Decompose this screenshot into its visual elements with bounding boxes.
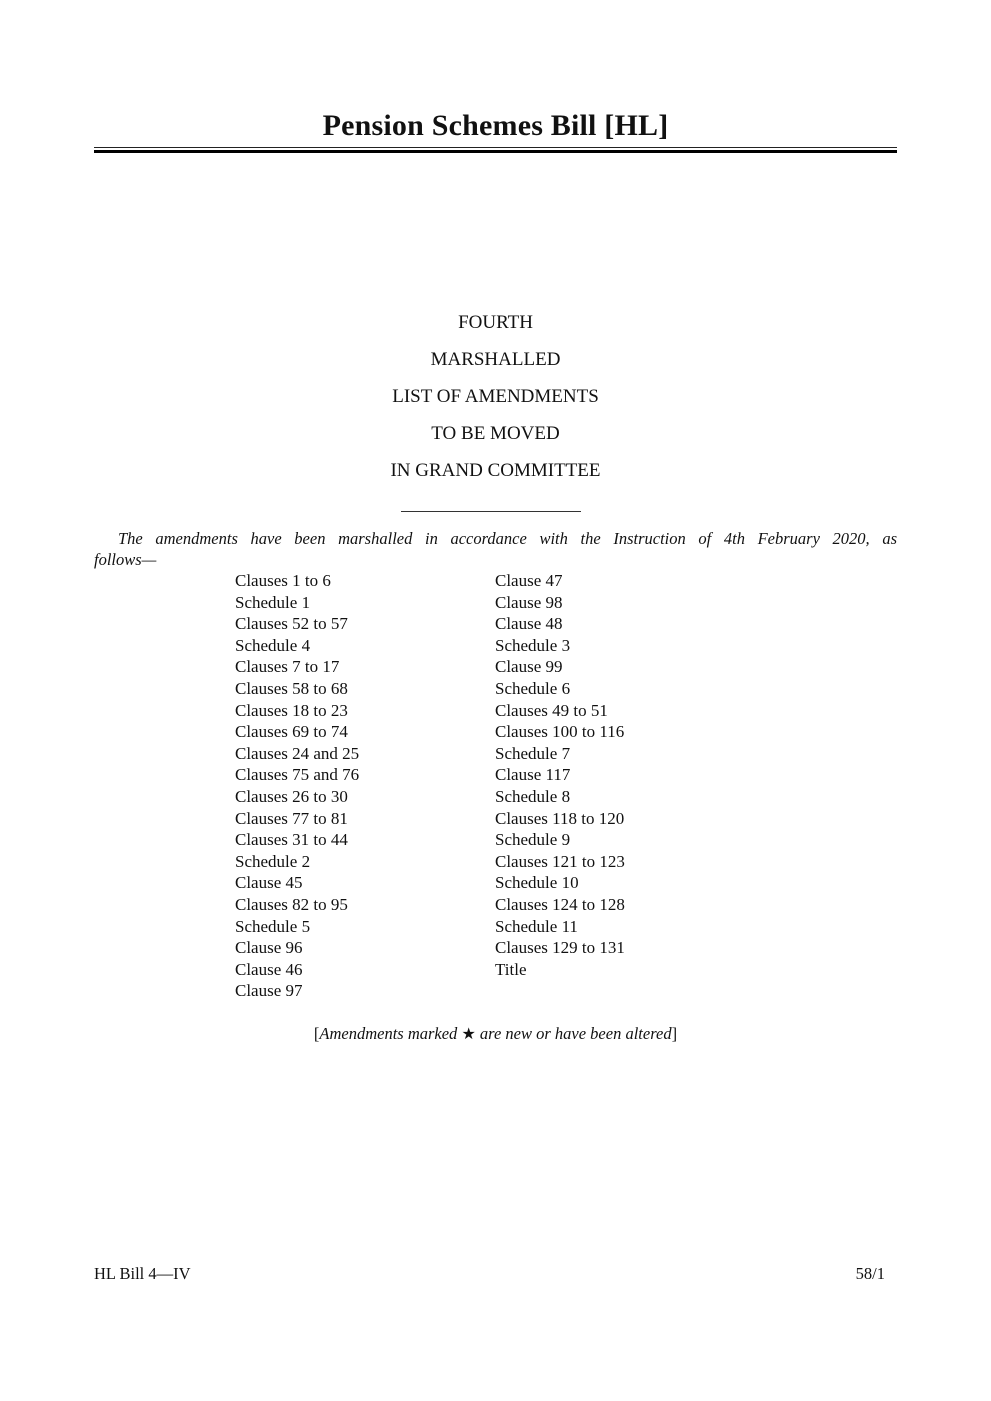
list-item: Clauses 1 to 6 (235, 571, 331, 590)
star-icon: ★ (461, 1026, 476, 1043)
center-divider (401, 511, 581, 512)
heading-line: MARSHALLED (430, 349, 561, 370)
list-item: Schedule 11 (495, 916, 578, 936)
list-item: Clause 47 (495, 571, 563, 590)
list-item: Clauses 58 to 68 (235, 678, 348, 698)
list-item: Clauses 118 to 120 (495, 808, 625, 828)
list-item: Clauses 82 to 95 (235, 894, 348, 914)
list-item: Clause 117 (495, 765, 571, 785)
heading-line: LIST OF AMENDMENTS (392, 386, 599, 407)
list-item: Clauses 7 to 17 (235, 657, 340, 677)
list-item: Clause 45 (235, 873, 303, 893)
list-item: Schedule 4 (235, 635, 311, 655)
list-item: Schedule 1 (235, 592, 311, 612)
intro-line-2: follows— (94, 550, 157, 569)
list-item: Schedule 9 (495, 830, 571, 850)
list-item: Clauses 75 and 76 (235, 765, 360, 785)
list-item: Clause 48 (495, 614, 563, 634)
footer-bill-reference: HL Bill 4—IV (94, 1264, 191, 1283)
list-item: Clauses 26 to 30 (235, 786, 348, 806)
list-item: Clauses 77 to 81 (235, 808, 348, 828)
list-item: Schedule 7 (495, 743, 571, 763)
list-item: Clauses 69 to 74 (235, 722, 348, 742)
note-text-after: are new or have been altered (475, 1024, 672, 1043)
list-item: Schedule 8 (495, 786, 571, 806)
list-item: Schedule 5 (235, 916, 311, 936)
list-item: Clauses 18 to 23 (235, 700, 348, 720)
marshalling-order-right-column (495, 570, 625, 980)
list-item: Schedule 6 (495, 678, 571, 698)
list-item: Clauses 49 to 51 (495, 700, 608, 720)
list-item: Schedule 10 (495, 873, 579, 893)
heading-line: TO BE MOVED (431, 423, 560, 444)
list-item: Clauses 121 to 123 (495, 851, 625, 871)
list-item: Clause 97 (235, 981, 303, 1001)
note-text-before: Amendments marked (319, 1024, 462, 1043)
list-item: Clause 98 (495, 592, 563, 612)
page-title: Pension Schemes Bill [HL] (322, 109, 669, 142)
list-item: Clauses 31 to 44 (235, 830, 348, 850)
title-rule-thin (94, 147, 897, 148)
intro-line-1: The amendments have been marshalled in accordance with the Instruction of 4th February 2020, as (118, 529, 897, 548)
list-item: Title (495, 959, 527, 979)
list-item: Clauses 24 and 25 (235, 743, 360, 763)
list-item: Schedule 2 (235, 851, 311, 871)
footer-page-reference: 58/1 (855, 1264, 885, 1283)
heading-line: IN GRAND COMMITTEE (390, 460, 601, 481)
amendments-note (0, 1023, 991, 1046)
intro-paragraph (94, 528, 897, 570)
title-rule-thick (94, 150, 897, 153)
list-item: Clause 99 (495, 657, 563, 677)
list-item: Clause 46 (235, 959, 303, 979)
list-item: Clauses 129 to 131 (495, 938, 625, 958)
list-item: Clauses 52 to 57 (235, 614, 348, 634)
list-item: Clauses 100 to 116 (495, 722, 625, 742)
heading-line: FOURTH (458, 312, 533, 333)
note-close-bracket: ] (671, 1024, 678, 1043)
marshalling-order-left-column (235, 570, 359, 1002)
list-item: Clauses 124 to 128 (495, 894, 625, 914)
note-open-bracket: [ (313, 1024, 320, 1043)
list-item: Clause 96 (235, 938, 303, 958)
list-item: Schedule 3 (495, 635, 571, 655)
heading-block (0, 304, 991, 489)
